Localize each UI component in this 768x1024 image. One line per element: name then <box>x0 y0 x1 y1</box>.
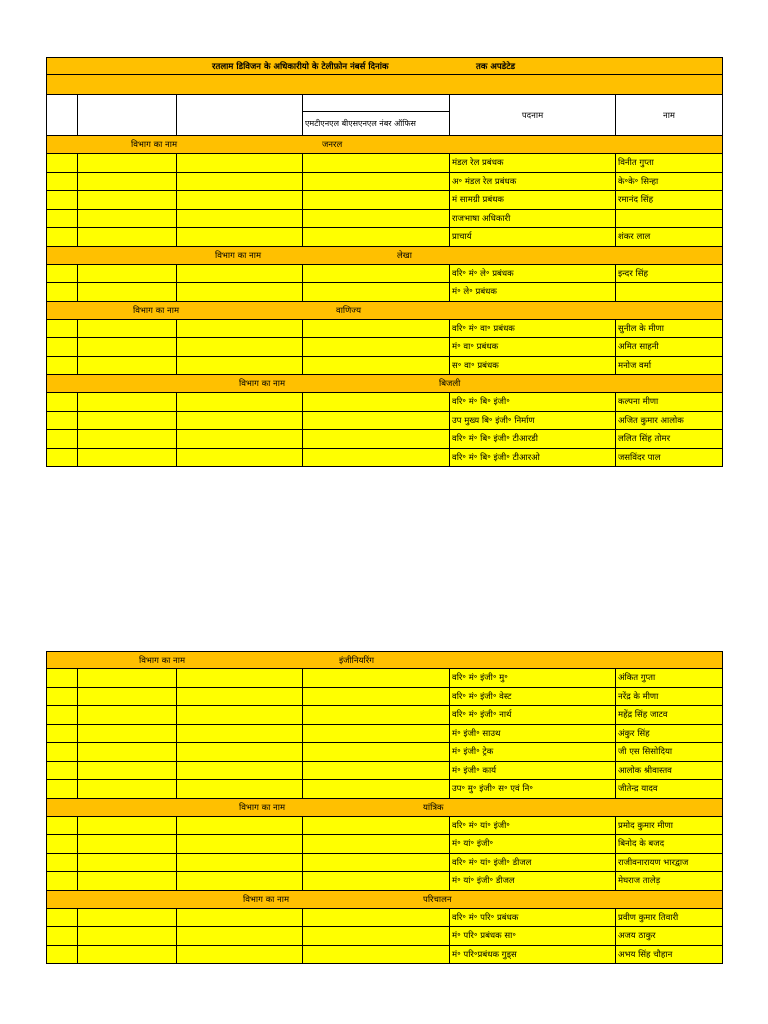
officer-name-cell: बिनोद के बजद <box>618 839 665 850</box>
phone-number-cell <box>303 173 450 191</box>
empty-cell <box>177 449 303 467</box>
empty-cell <box>47 927 78 945</box>
header-cell <box>47 95 78 135</box>
officer-name-cell: मेघराज तालेड़ <box>618 876 661 887</box>
officer-name-cell <box>616 283 722 301</box>
officer-name-cell: शंकर लाल <box>618 232 651 243</box>
section-label: विभाग का नाम <box>243 894 290 905</box>
empty-cell <box>177 688 303 706</box>
empty-cell <box>47 320 78 338</box>
phone-number-cell <box>303 338 450 356</box>
empty-cell <box>47 854 78 872</box>
empty-cell <box>78 835 177 853</box>
table-row <box>46 743 723 762</box>
phone-number-cell <box>303 154 450 172</box>
header-designation: पदनाम <box>450 95 616 135</box>
empty-cell <box>78 320 177 338</box>
designation-cell: वरि॰ मं॰ यां॰ इंजी॰ डीजल <box>450 854 616 872</box>
empty-cell <box>78 228 177 246</box>
officer-name-cell: महेंद्र सिंह जाटव <box>618 710 668 721</box>
phone-number-cell <box>303 854 450 872</box>
designation-cell: राजभाषा अधिकारी <box>450 210 616 228</box>
empty-cell <box>47 210 78 228</box>
empty-cell <box>78 762 177 780</box>
table-row <box>46 154 723 173</box>
section-name: इंजीनियरिंग <box>339 656 374 666</box>
phone-number-cell <box>303 265 450 283</box>
section-header-row <box>46 136 723 154</box>
table-row <box>46 430 723 449</box>
designation-cell: मंडल रेल प्रबंधक <box>450 154 616 172</box>
section-name: लेखा <box>397 250 412 261</box>
empty-cell <box>177 854 303 872</box>
section-header-row <box>46 891 723 909</box>
phone-number-cell <box>303 909 450 927</box>
officer-name-cell: प्रवीण कुमार तिवारी <box>618 912 679 923</box>
empty-cell <box>78 412 177 430</box>
empty-cell <box>78 927 177 945</box>
table-row <box>46 854 723 873</box>
empty-cell <box>177 835 303 853</box>
phone-number-cell <box>303 743 450 761</box>
designation-cell: मं॰ इंजी॰ ट्रेक <box>450 743 616 761</box>
empty-cell <box>78 706 177 724</box>
empty-cell <box>47 265 78 283</box>
table-row <box>46 817 723 836</box>
section-header-row <box>46 651 723 669</box>
empty-cell <box>177 762 303 780</box>
title-text: रतलाम डिविजन के अधिकारीयो के टेलीफ़ोन नंबर्स दिनांक <box>212 62 389 72</box>
officer-name-cell: अमित साहनी <box>618 342 659 353</box>
section-label: विभाग का नाम <box>239 379 286 389</box>
designation-cell: वरि॰ मं॰ इंजी॰ नार्थ <box>450 706 616 724</box>
empty-cell <box>177 780 303 798</box>
empty-cell <box>78 817 177 835</box>
empty-cell <box>177 669 303 687</box>
designation-cell: मं॰ वा॰ प्रबंधक <box>450 338 616 356</box>
empty-cell <box>47 357 78 375</box>
section-label: विभाग का नाम <box>139 656 186 666</box>
empty-cell <box>47 688 78 706</box>
officer-name-cell: प्रमोद कुमार मीणा <box>618 820 673 831</box>
empty-cell <box>177 357 303 375</box>
phone-number-cell <box>303 210 450 228</box>
empty-cell <box>177 927 303 945</box>
designation-cell: मं॰ परि॰प्रबंधक गुड्स <box>450 946 616 964</box>
table-row <box>46 393 723 412</box>
table-row <box>46 210 723 229</box>
empty-cell <box>177 393 303 411</box>
table-body-2 <box>46 651 723 964</box>
table-row <box>46 449 723 468</box>
empty-cell <box>78 854 177 872</box>
empty-cell <box>47 228 78 246</box>
table-row <box>46 191 723 210</box>
phone-number-cell <box>303 393 450 411</box>
empty-cell <box>78 430 177 448</box>
officer-name-cell: राजीवनारायण भारद्वाज <box>618 857 689 868</box>
empty-cell <box>177 320 303 338</box>
designation-cell: वरि॰ मं॰ वा॰ प्रबंधक <box>450 320 616 338</box>
phone-number-cell <box>303 228 450 246</box>
designation-cell: मं सामग्री प्रबंधक <box>450 191 616 209</box>
officer-name-cell: कल्पना मीणा <box>618 397 659 408</box>
officer-name-cell: ललित सिंह तोमर <box>618 434 671 445</box>
phone-number-cell <box>303 449 450 467</box>
empty-cell <box>47 835 78 853</box>
table-row <box>46 927 723 946</box>
phone-number-cell <box>303 835 450 853</box>
officer-name-cell: मनोज वर्मा <box>618 360 652 371</box>
designation-cell: मं॰ इंजी॰ कार्य <box>450 762 616 780</box>
empty-cell <box>47 430 78 448</box>
empty-cell <box>78 283 177 301</box>
officer-name-cell: सुनील के मीणा <box>618 323 664 334</box>
section-header-row <box>46 247 723 265</box>
empty-cell <box>177 743 303 761</box>
section-label: विभाग का नाम <box>131 140 178 150</box>
section-label: विभाग का नाम <box>239 802 286 813</box>
empty-cell <box>47 338 78 356</box>
empty-cell <box>47 283 78 301</box>
empty-cell <box>177 338 303 356</box>
phone-number-cell <box>303 669 450 687</box>
phone-number-cell <box>303 817 450 835</box>
designation-cell: वरि॰ मं॰ बि॰ इंजी॰ टीआरओ <box>450 449 616 467</box>
empty-cell <box>78 780 177 798</box>
header-name: नाम <box>662 110 675 121</box>
phone-directory-table-2 <box>46 651 723 964</box>
empty-cell <box>47 725 78 743</box>
empty-cell <box>177 725 303 743</box>
empty-cell <box>47 909 78 927</box>
header-cell <box>78 95 177 135</box>
designation-cell: मं॰ यां॰ इंजी॰ <box>450 835 616 853</box>
table-row <box>46 835 723 854</box>
empty-cell <box>177 173 303 191</box>
empty-cell <box>78 265 177 283</box>
phone-number-cell <box>303 762 450 780</box>
table-row <box>46 872 723 891</box>
phone-number-cell <box>303 946 450 964</box>
empty-cell <box>78 338 177 356</box>
officer-name-cell: इन्दर सिंह <box>618 268 648 279</box>
empty-cell <box>177 706 303 724</box>
table-row <box>46 706 723 725</box>
designation-cell: वरि॰ मं॰ ले॰ प्रबंधक <box>450 265 616 283</box>
officer-name-cell: जीतेन्द्र यादव <box>618 784 658 795</box>
empty-cell <box>78 449 177 467</box>
empty-cell <box>47 706 78 724</box>
designation-cell: उप मुख्य बि॰ इंजी॰ निर्माण <box>450 412 616 430</box>
empty-cell <box>78 210 177 228</box>
empty-cell <box>177 228 303 246</box>
header-phone-column <box>303 95 450 135</box>
designation-cell: अ॰ मंडल रेल प्रबंधक <box>450 173 616 191</box>
designation-cell: प्राचार्य <box>450 228 616 246</box>
empty-cell <box>78 725 177 743</box>
table-row <box>46 725 723 744</box>
table-body-1 <box>46 136 723 467</box>
officer-name-cell: जी एस सिसोदिया <box>618 747 673 758</box>
officer-name-cell: विनीत गुप्ता <box>618 158 654 169</box>
designation-cell: वरि॰ मं॰ परि॰ प्रबंधक <box>450 909 616 927</box>
empty-cell <box>47 173 78 191</box>
empty-cell <box>177 154 303 172</box>
empty-cell <box>78 173 177 191</box>
section-name: वाणिज्य <box>336 305 362 316</box>
section-label: विभाग का नाम <box>133 305 180 316</box>
table-row <box>46 265 723 284</box>
empty-cell <box>47 817 78 835</box>
empty-cell <box>47 743 78 761</box>
section-label: विभाग का नाम <box>215 250 262 261</box>
phone-number-cell <box>303 412 450 430</box>
designation-cell: उप॰ मु॰ इंजी॰ स॰ एवं नि॰ <box>450 780 616 798</box>
officer-name-cell: नरेंद्र के मीणा <box>618 691 659 702</box>
phone-number-cell <box>303 706 450 724</box>
empty-cell <box>47 762 78 780</box>
table-row <box>46 909 723 928</box>
empty-cell <box>78 154 177 172</box>
designation-cell: मं॰ यां॰ इंजी॰ डीजल <box>450 872 616 890</box>
empty-cell <box>78 743 177 761</box>
phone-number-cell <box>303 780 450 798</box>
phone-number-cell <box>303 927 450 945</box>
officer-name-cell: जसविंदर पाल <box>618 452 661 463</box>
empty-cell <box>47 669 78 687</box>
empty-cell <box>47 191 78 209</box>
designation-cell: वरि॰ मं॰ बि॰ इंजी॰ टीआरडी <box>450 430 616 448</box>
table-row <box>46 946 723 965</box>
empty-cell <box>78 393 177 411</box>
designation-cell: मं॰ परि॰ प्रबंधक सा॰ <box>450 927 616 945</box>
officer-name-cell: अजय ठाकुर <box>618 931 656 942</box>
empty-cell <box>78 946 177 964</box>
empty-cell <box>47 872 78 890</box>
blank-row <box>46 75 723 95</box>
officer-name-cell: के॰के॰ सिन्हा <box>618 176 659 187</box>
section-name: जनरल <box>322 140 343 150</box>
empty-cell <box>78 191 177 209</box>
empty-cell <box>78 909 177 927</box>
officer-name-cell: आलोक श्रीवास्तव <box>618 765 672 776</box>
designation-cell: मं॰ इंजी॰ साउथ <box>450 725 616 743</box>
officer-name-cell: अंकित गुप्ता <box>618 673 656 684</box>
empty-cell <box>177 283 303 301</box>
empty-cell <box>78 872 177 890</box>
phone-number-cell <box>303 320 450 338</box>
designation-cell: वरि॰ मं॰ बि॰ इंजी॰ <box>450 393 616 411</box>
designation-cell: वरि॰ मं॰ इंजी॰ वेस्ट <box>450 688 616 706</box>
phone-number-cell <box>303 872 450 890</box>
section-header-row <box>46 799 723 817</box>
empty-cell <box>177 872 303 890</box>
phone-number-cell <box>303 357 450 375</box>
section-header-row <box>46 375 723 393</box>
section-header-row <box>46 302 723 320</box>
empty-cell <box>177 265 303 283</box>
table-row <box>46 173 723 192</box>
empty-cell <box>78 688 177 706</box>
empty-cell <box>47 780 78 798</box>
empty-cell <box>47 393 78 411</box>
table-row <box>46 762 723 781</box>
section-name: बिजली <box>439 379 461 389</box>
table-row <box>46 320 723 339</box>
table-row <box>46 228 723 247</box>
header-row <box>46 95 723 136</box>
officer-name-cell <box>616 210 722 228</box>
empty-cell <box>177 412 303 430</box>
table-row <box>46 688 723 707</box>
empty-cell <box>177 909 303 927</box>
phone-number-cell <box>303 283 450 301</box>
empty-cell <box>177 191 303 209</box>
header-phone-label: एमटीएनएल बीएसएनएल नंबर ऑफिस <box>305 119 416 128</box>
table-row <box>46 283 723 302</box>
officer-name-cell: अभय सिंह चौहान <box>618 949 673 960</box>
empty-cell <box>78 669 177 687</box>
phone-number-cell <box>303 430 450 448</box>
table-row <box>46 412 723 431</box>
empty-cell <box>47 946 78 964</box>
designation-cell: मं॰ ले॰ प्रबंधक <box>450 283 616 301</box>
designation-cell: स॰ वा॰ प्रबंधक <box>450 357 616 375</box>
table-row <box>46 780 723 799</box>
header-cell <box>177 95 303 135</box>
title-row <box>46 57 723 75</box>
phone-number-cell <box>303 191 450 209</box>
section-name: परिचालन <box>423 894 452 905</box>
table-row <box>46 357 723 376</box>
empty-cell <box>177 430 303 448</box>
officer-name-cell: अजित कुमार आलोक <box>618 415 684 426</box>
empty-cell <box>78 357 177 375</box>
empty-cell <box>177 817 303 835</box>
title-suffix: तक अपडेटेड <box>476 62 516 72</box>
phone-number-cell <box>303 688 450 706</box>
empty-cell <box>47 412 78 430</box>
phone-number-cell <box>303 725 450 743</box>
empty-cell <box>177 210 303 228</box>
empty-cell <box>47 154 78 172</box>
designation-cell: वरि॰ मं॰ इंजी॰ मु॰ <box>450 669 616 687</box>
section-name: यांत्रिक <box>423 802 444 813</box>
phone-directory-table-1 <box>46 57 723 467</box>
table-row <box>46 338 723 357</box>
table-row <box>46 669 723 688</box>
officer-name-cell: अंकुर सिंह <box>618 728 650 739</box>
empty-cell <box>47 449 78 467</box>
designation-cell: वरि॰ मं॰ यां॰ इंजी॰ <box>450 817 616 835</box>
empty-cell <box>177 946 303 964</box>
officer-name-cell: रमानंद सिंह <box>618 195 654 206</box>
